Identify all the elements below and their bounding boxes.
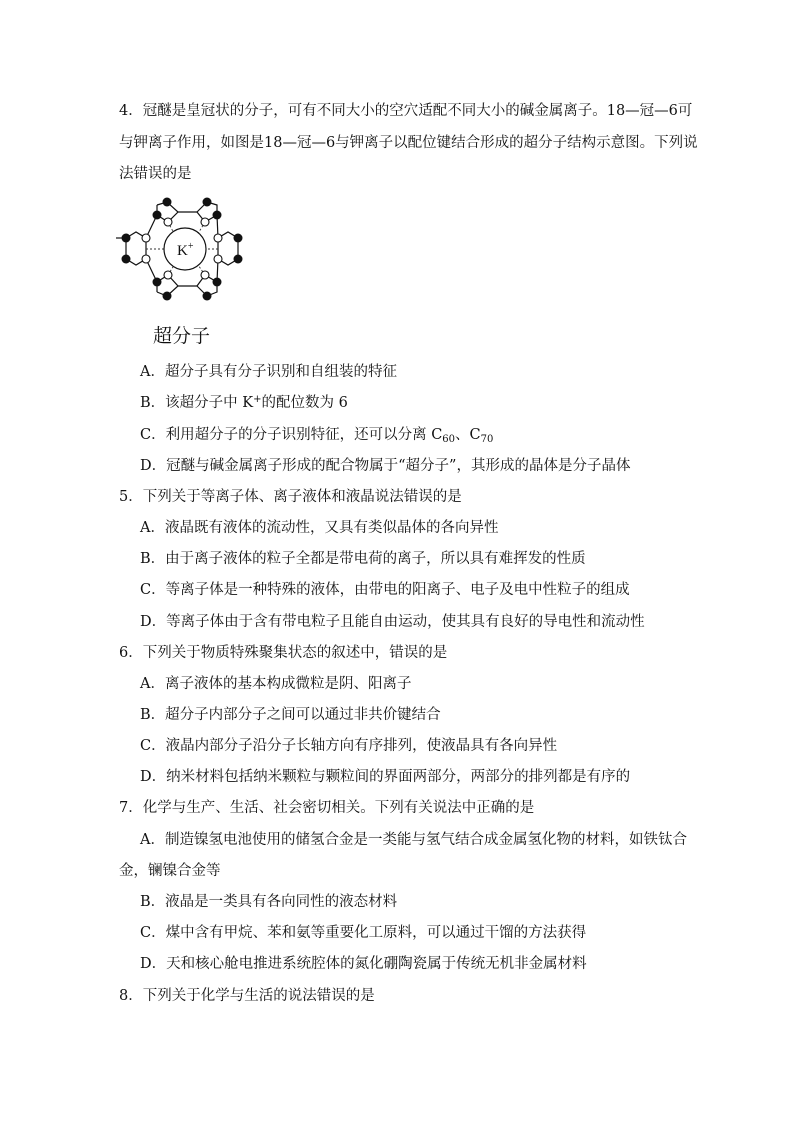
q7-option-d: D．天和核心舱电推进系统腔体的氮化硼陶瓷属于传统无机非金属材料	[140, 956, 587, 972]
q4-option-c-sub-60: 60	[442, 434, 456, 445]
q4-stem-line-2: 与钾离子作用，如图是18—冠—6与钾离子以配位键结合形成的超分子结构示意图。下列说	[119, 135, 698, 151]
q7-option-c: C．煤中含有甲烷、苯和氨等重要化工原料，可以通过干馏的方法获得	[140, 925, 587, 941]
q7-option-a-line-2: 金，镧镍合金等	[119, 863, 221, 879]
q5-option-c: C．等离子体是一种特殊的液体，由带电的阳离子、电子及电中性粒子的组成	[140, 582, 630, 598]
supramolecule-diagram	[112, 192, 252, 307]
q4-option-c-text: C．利用超分子的分子识别特征，还可以分离 C	[140, 427, 443, 443]
q6-option-c: C．液晶内部分子沿分子长轴方向有序排列，使液晶具有各向异性	[140, 738, 558, 754]
q4-option-b-charge: +	[253, 394, 262, 405]
q8-stem: 8．下列关于化学与生活的说法错误的是	[119, 988, 375, 1004]
q6-stem: 6．下列关于物质特殊聚集状态的叙述中，错误的是	[119, 645, 448, 661]
q5-option-d: D．等离子体由于含有带电粒子且能自由运动，使其具有良好的导电性和流动性	[140, 614, 645, 630]
q4-option-b-text: B．该超分子中 K	[140, 395, 254, 411]
q6-option-d: D．纳米材料包括纳米颗粒与颗粒间的界面两部分，两部分的排列都是有序的	[140, 769, 631, 785]
q4-option-d: D．冠醚与碱金属离子形成的配合物属于“超分子”，其形成的晶体是分子晶体	[140, 458, 631, 474]
q4-option-c-sep: 、C	[455, 427, 481, 443]
q4-option-c	[140, 425, 493, 445]
q4-option-c-sub-70: 70	[480, 434, 494, 445]
q6-option-a: A．离子液体的基本构成微粒是阴、阳离子	[140, 676, 412, 692]
q4-option-b-text-end: 的配位数为 6	[261, 395, 348, 411]
q5-stem: 5．下列关于等离子体、离子液体和液晶说法错误的是	[119, 489, 462, 505]
q4-option-a: A．超分子具有分子识别和自组装的特征	[140, 364, 397, 380]
q7-option-a-line-1: A．制造镍氢电池使用的储氢合金是一类能与氢气结合成金属氢化物的材料，如铁钛合	[140, 832, 687, 848]
q5-option-b: B．由于离子液体的粒子全都是带电荷的离子，所以具有难挥发的性质	[140, 551, 586, 567]
q7-option-b: B．液晶是一类具有各向同性的液态材料	[140, 894, 398, 910]
q4-stem-line-3: 法错误的是	[119, 166, 192, 182]
q4-option-b	[140, 393, 348, 413]
q5-option-a: A．液晶既有液体的流动性，又具有类似晶体的各向异性	[140, 520, 499, 536]
q6-option-b: B．超分子内部分子之间可以通过非共价键结合	[140, 707, 441, 723]
diagram-caption: 超分子	[153, 325, 211, 347]
potassium-ion-label: K+	[177, 241, 194, 259]
q4-stem-line-1: 4．冠醚是皇冠状的分子，可有不同大小的空穴适配不同大小的碱金属离子。18—冠—6可	[119, 103, 693, 119]
q7-stem: 7．化学与生产、生活、社会密切相关。下列有关说法中正确的是	[119, 800, 535, 816]
